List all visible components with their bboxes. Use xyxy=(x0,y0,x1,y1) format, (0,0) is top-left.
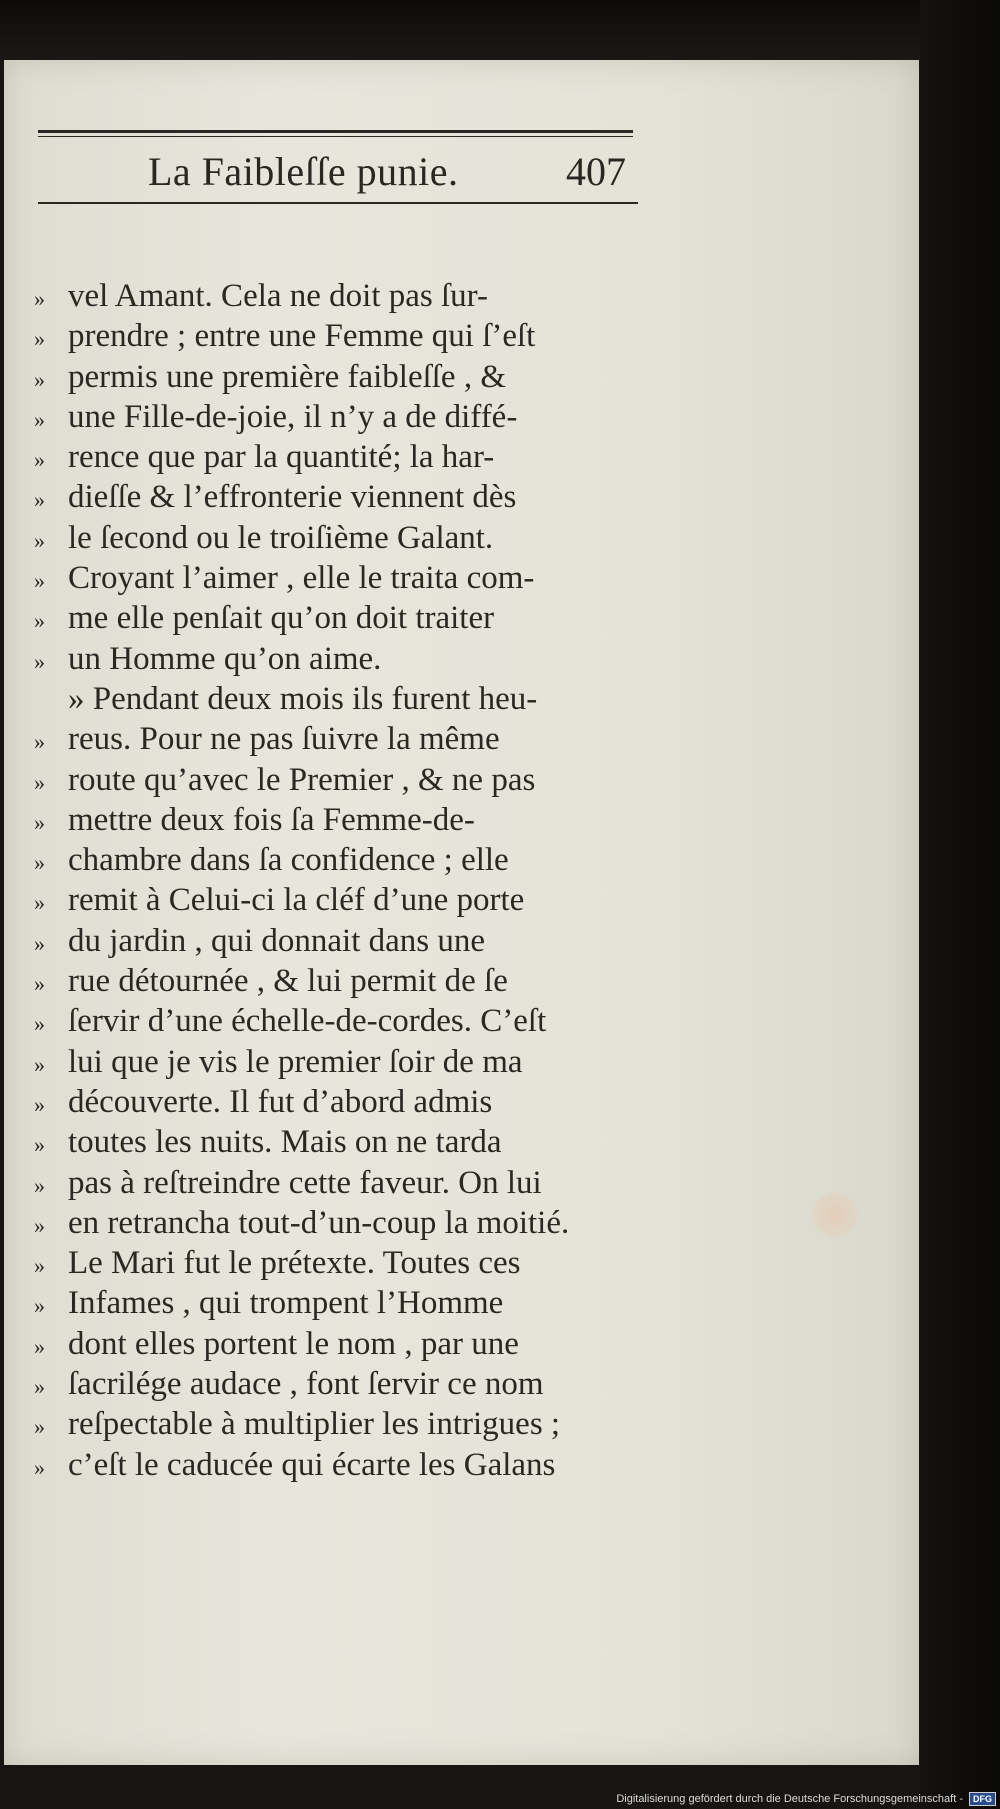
text-line xyxy=(34,399,654,439)
quote-mark: » xyxy=(34,1333,45,1359)
line-text: ſervir d’une échelle-de-cordes. C’eſt xyxy=(68,1003,547,1040)
text-line xyxy=(34,963,654,1003)
line-text: pas à reſtreindre cette faveur. On lui xyxy=(68,1164,542,1201)
header-rule-top-thin xyxy=(38,136,633,137)
line-text: remit à Celui-ci la cléf d’une porte xyxy=(68,882,525,919)
digitization-footer xyxy=(616,1789,996,1809)
text-line xyxy=(34,278,654,318)
line-text: Infames , qui trompent l’Homme xyxy=(68,1285,504,1322)
quote-mark: » xyxy=(34,769,45,795)
quote-mark: » xyxy=(34,527,45,553)
quote-mark: » xyxy=(34,1051,45,1077)
line-text: dieſſe & l’effronterie viennent dès xyxy=(68,479,517,516)
text-line xyxy=(34,762,654,802)
digitization-credit: Digitalisierung gefördert durch die Deutsche Forschungsgemeinschaft - xyxy=(616,1793,963,1805)
quote-mark: » xyxy=(34,406,45,432)
line-text: dont elles portent le nom , par une xyxy=(68,1325,519,1362)
text-line xyxy=(34,882,654,922)
text-line xyxy=(34,1084,654,1124)
text-line xyxy=(34,721,654,761)
text-line xyxy=(34,520,654,560)
header-rule-bottom xyxy=(38,202,638,204)
line-text: mettre deux fois ſa Femme-de- xyxy=(68,801,475,838)
quote-mark: » xyxy=(34,1293,45,1319)
line-text: le ſecond ou le troiſième Galant. xyxy=(68,519,494,556)
text-line xyxy=(34,1406,654,1446)
line-text: un Homme qu’on aime. xyxy=(68,640,382,677)
line-text: » Pendant deux mois ils furent heu- xyxy=(68,680,538,717)
line-text: lui que je vis le premier ſoir de ma xyxy=(68,1043,523,1080)
line-text: une Fille-de-joie, il n’y a de diffé- xyxy=(68,398,518,435)
line-text: Le Mari fut le prétexte. Toutes ces xyxy=(68,1245,521,1282)
line-text: me elle penſait qu’on doit traiter xyxy=(68,600,495,637)
quote-mark: » xyxy=(34,930,45,956)
quote-mark: » xyxy=(34,850,45,876)
line-text: rue détournée , & lui permit de ſe xyxy=(68,963,508,1000)
line-text: chambre dans ſa confidence ; elle xyxy=(68,842,509,879)
quote-mark: » xyxy=(34,1091,45,1117)
text-line xyxy=(34,1285,654,1325)
quote-mark: » xyxy=(34,326,45,352)
line-text: reus. Pour ne pas ſuivre la même xyxy=(68,721,500,758)
text-line xyxy=(34,1165,654,1205)
quote-mark: » xyxy=(34,1212,45,1238)
header-rule-top xyxy=(38,130,633,133)
quote-mark: » xyxy=(34,608,45,634)
line-text: route qu’avec le Premier , & ne pas xyxy=(68,761,536,798)
scan-right-border xyxy=(920,0,1000,1809)
quote-mark: » xyxy=(34,1172,45,1198)
quote-mark: » xyxy=(34,1132,45,1158)
text-line xyxy=(34,439,654,479)
text-line xyxy=(34,1205,654,1245)
quote-mark: » xyxy=(34,286,45,311)
line-text: en retrancha tout-d’un-coup la moitié. xyxy=(68,1204,570,1241)
line-text: découverte. Il fut d’abord admis xyxy=(68,1083,493,1120)
text-line xyxy=(34,1447,654,1487)
text-line xyxy=(34,318,654,358)
quote-mark: » xyxy=(34,487,45,513)
text-line xyxy=(34,1326,654,1366)
line-text: prendre ; entre une Femme qui ſ’eſt xyxy=(68,318,536,355)
text-line xyxy=(34,1245,654,1285)
line-text: ſacrilége audace , font ſervir ce nom xyxy=(68,1366,544,1403)
text-line xyxy=(34,1044,654,1084)
quote-mark: » xyxy=(34,890,45,916)
quote-mark: » xyxy=(34,568,45,594)
quote-mark: » xyxy=(34,1011,45,1037)
quote-mark: » xyxy=(34,1374,45,1400)
quote-mark: » xyxy=(34,1454,45,1480)
text-line xyxy=(34,1124,654,1164)
quote-mark: » xyxy=(34,366,45,392)
scan-top-border xyxy=(0,0,1000,60)
text-line xyxy=(34,479,654,519)
quote-mark: » xyxy=(34,971,45,997)
line-text: c’eſt le caducée qui écarte les Galans xyxy=(68,1446,556,1483)
line-text: rence que par la quantité; la har- xyxy=(68,439,495,476)
quote-mark: » xyxy=(34,1253,45,1279)
page-header xyxy=(38,130,638,210)
quote-mark: » xyxy=(34,447,45,473)
quote-mark: » xyxy=(34,729,45,755)
text-line xyxy=(34,923,654,963)
quote-mark: » xyxy=(34,809,45,835)
text-line xyxy=(34,641,654,681)
line-text: du jardin , qui donnait dans une xyxy=(68,922,486,959)
text-line xyxy=(34,1003,654,1043)
text-line xyxy=(34,359,654,399)
text-line xyxy=(34,1366,654,1406)
quote-mark: » xyxy=(34,648,45,674)
running-title: La Faibleſſe punie. xyxy=(148,149,459,194)
line-text: vel Amant. Cela ne doit pas ſur- xyxy=(68,278,488,314)
line-text: toutes les nuits. Mais on ne tarda xyxy=(68,1124,502,1161)
text-line xyxy=(34,802,654,842)
dfg-logo-icon: DFG xyxy=(969,1792,996,1806)
paper-stain xyxy=(812,1192,858,1238)
page-number: 407 xyxy=(566,149,626,194)
text-line xyxy=(34,600,654,640)
line-text: Croyant l’aimer , elle le traita com- xyxy=(68,560,535,597)
text-line xyxy=(34,842,654,882)
line-text: permis une première faibleſſe , & xyxy=(68,358,506,395)
body-text xyxy=(34,278,654,1487)
text-line xyxy=(34,560,654,600)
quote-mark: » xyxy=(34,1414,45,1440)
text-line xyxy=(34,681,654,721)
line-text: reſpectable à multiplier les intrigues ; xyxy=(68,1406,561,1443)
